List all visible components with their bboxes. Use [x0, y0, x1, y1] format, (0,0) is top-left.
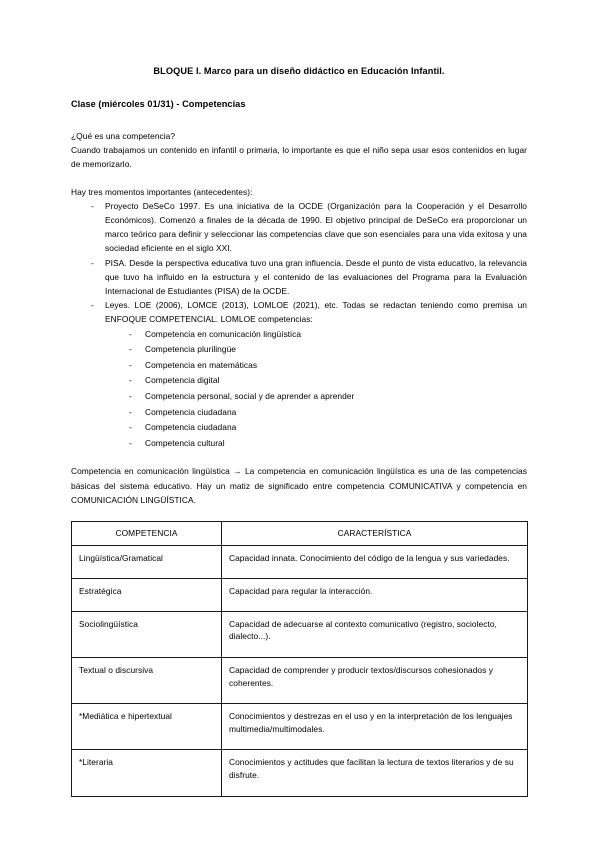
table-row [72, 545, 528, 579]
list-item-text: Proyecto DeSeCo 1997. Es una iniciativa de la OCDE (Organización para la Cooperación y el Desarrollo Económicos). Comenzó a finales de la década de 1990. El objetivo principal de DeSeCo era proporcionar un marco teórico para definir y seleccionar las competencias clave que son esenciales para una vida exitosa y una sociedad eficiente en el siglo XXI. [105, 200, 527, 254]
list-item [71, 199, 527, 256]
cell-competencia: Textual o discursiva [72, 657, 222, 703]
column-header-caracteristica: CARACTERÍSTICA [222, 522, 528, 546]
list-item-text: Competencia plurilingüe [145, 344, 237, 355]
bullet-dash-icon: - [91, 300, 94, 311]
table-row [72, 657, 528, 703]
document-title: BLOQUE I. Marco para un diseño didáctico en Educación Infantil. [153, 66, 445, 76]
intro-question: ¿Qué es una competencia? [71, 131, 176, 141]
list-item-text: PISA. Desde la perspectiva educativa tuvo una gran influencia. Desde el punto de vista educativo, la relevancia que tuvo ha influido en la estructura y el contenido de las evaluaciones del Programa para la Evaluación Internacional de Estudiantes (PISA) de la OCDE. [105, 257, 527, 297]
list-item [105, 405, 527, 421]
document-content [71, 64, 527, 797]
bullet-dash-icon: - [91, 257, 94, 268]
cell-competencia: *Literaria [72, 750, 222, 796]
list-item [105, 342, 527, 358]
bullet-dash-icon: - [129, 406, 132, 417]
bullet-dash-icon: - [129, 375, 132, 386]
cell-caracteristica: Capacidad de adecuarse al contexto comunicativo (registro, sociolecto, dialecto...). [222, 611, 528, 657]
cell-caracteristica: Capacidad de comprender y producir textos/discursos cohesionados y coherentes. [222, 657, 528, 703]
bullet-dash-icon: - [129, 359, 132, 370]
list-item-text: Competencia ciudadana [145, 422, 237, 433]
bullet-dash-icon: - [129, 422, 132, 433]
cell-caracteristica: Capacidad innata. Conocimiento del código de la lengua y sus variedades. [222, 545, 528, 579]
list-item-text: Competencia en comunicación lingüística [145, 328, 302, 339]
section-title: Clase (miércoles 01/31) - Competencias [71, 99, 246, 109]
list-item-text: Competencia en matemáticas [145, 359, 258, 370]
closing-paragraph: Competencia en comunicación lingüística → La competencia en comunicación lingüística es una de las competencias básicas del sistema educativo. Hay un matiz de significado entre competencia COMUNICATIVA y competencia en COMUNICACIÓN LINGÜÍSTICA. [71, 466, 527, 505]
cell-competencia: Estratégica [72, 579, 222, 612]
cell-caracteristica: Capacidad para regular la interacción. [222, 579, 528, 612]
cell-competencia: Lingüística/Gramatical [72, 545, 222, 579]
column-header-competencia: COMPETENCIA [72, 522, 222, 546]
antecedentes-lead: Hay tres momentos importantes (antecedentes): [71, 186, 253, 197]
table-row [72, 579, 528, 612]
list-item-text: Competencia personal, social y de aprender a aprender [145, 391, 355, 402]
cell-competencia: *Mediática e hipertextual [72, 704, 222, 750]
cell-caracteristica: Conocimientos y destrezas en el uso y en la interpretación de los lenguajes multimedia/multimodales. [222, 704, 528, 750]
table-row [72, 750, 528, 796]
table-row [72, 704, 528, 750]
lomloe-competencias-list [105, 327, 527, 452]
bullet-dash-icon: - [129, 328, 132, 339]
table-header-row [72, 522, 528, 546]
list-item-text: Competencia ciudadana [145, 406, 237, 417]
list-item-text: Competencia digital [145, 375, 220, 386]
list-item [71, 256, 527, 299]
bullet-dash-icon: - [129, 437, 132, 448]
list-item-text: Competencia cultural [145, 437, 225, 448]
list-item [105, 389, 527, 405]
list-item [71, 298, 527, 451]
antecedentes-list [71, 199, 527, 452]
bullet-dash-icon: - [91, 200, 94, 211]
list-item [105, 327, 527, 343]
list-item-text: Leyes. LOE (2006), LOMCE (2013), LOMLOE (2021), etc. Todas se redactan teniendo como premisa un ENFOQUE COMPETENCIAL. LOMLOE competencias: [105, 300, 527, 325]
competencias-table [71, 521, 528, 797]
table-row [72, 611, 528, 657]
bullet-dash-icon: - [129, 344, 132, 355]
list-item [105, 373, 527, 389]
list-item [105, 358, 527, 374]
cell-competencia: Sociolingüística [72, 611, 222, 657]
bullet-dash-icon: - [129, 391, 132, 402]
list-item [105, 436, 527, 452]
list-item [105, 420, 527, 436]
cell-caracteristica: Conocimientos y actitudes que facilitan la lectura de textos literarios y de su disfrute. [222, 750, 528, 796]
intro-paragraph: Cuando trabajamos un contenido en infantil o primaria, lo importante es que el niño sepa usar esos contenidos en lugar de memorizarlo. [71, 145, 527, 170]
